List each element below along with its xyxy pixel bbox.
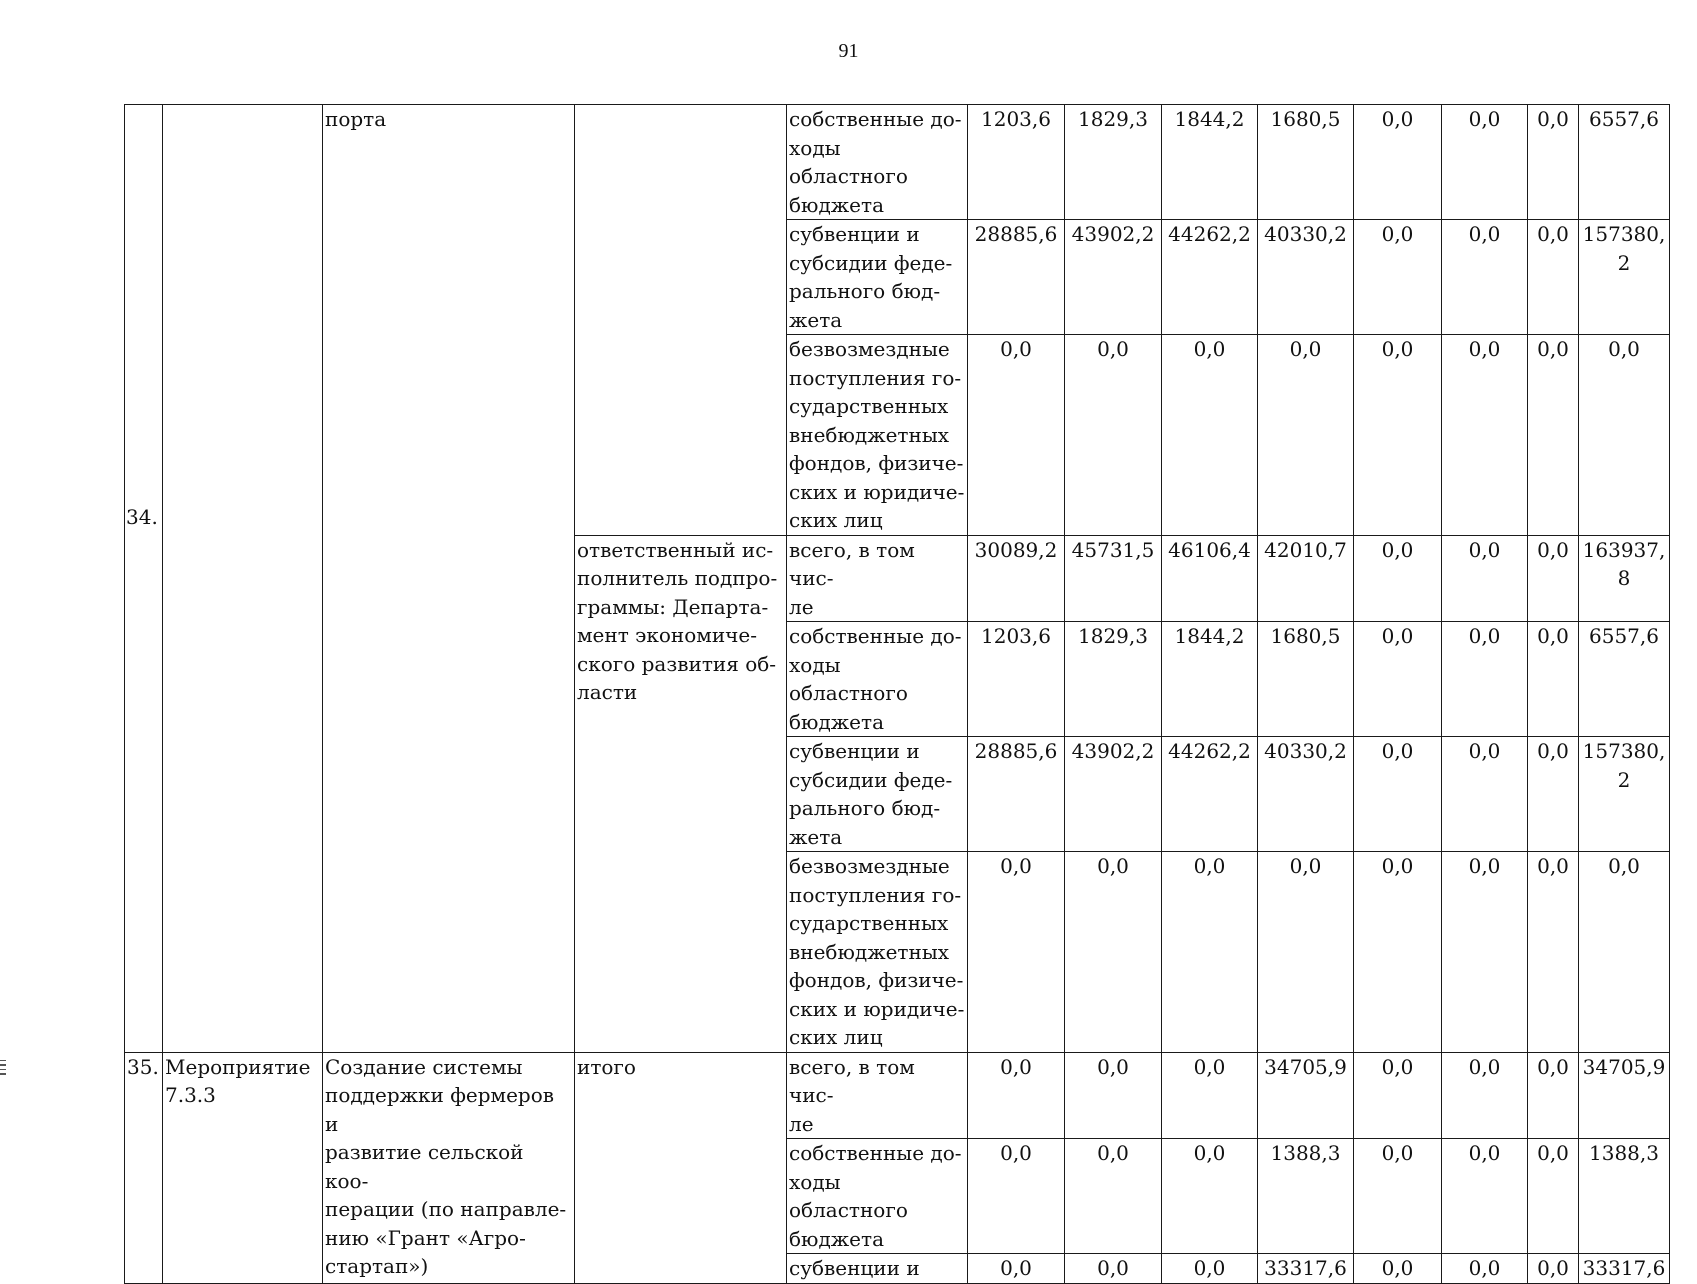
value-cell: 0,0	[1442, 852, 1528, 1053]
scan-mark	[0, 1069, 6, 1070]
value-cell: 0,0	[968, 335, 1065, 536]
value-cell: 0,0	[1354, 1052, 1442, 1139]
value-cell: 0,0	[1354, 335, 1442, 536]
value-cell: 45731,5	[1065, 535, 1162, 622]
value-cell: 0,0	[1354, 1254, 1442, 1284]
value-cell: 0,0	[968, 852, 1065, 1053]
measure-name-cell: порта	[323, 105, 575, 1053]
value-cell: 0,0	[1065, 852, 1162, 1053]
value-cell: 0,0	[1528, 535, 1579, 622]
value-cell: 0,0	[1442, 220, 1528, 335]
value-cell: 44262,2	[1162, 220, 1258, 335]
page-number: 91	[838, 40, 859, 62]
value-cell: 43902,2	[1065, 737, 1162, 852]
value-cell: 0,0	[1162, 1052, 1258, 1139]
value-cell: 0,0	[1354, 220, 1442, 335]
value-cell: 0,0	[1528, 852, 1579, 1053]
scan-mark	[0, 1064, 6, 1065]
value-cell: 0,0	[1442, 622, 1528, 737]
value-cell: 34705,9	[1258, 1052, 1354, 1139]
value-cell: 1844,2	[1162, 105, 1258, 220]
value-cell: 0,0	[968, 1139, 1065, 1254]
value-cell: 0,0	[1258, 852, 1354, 1053]
value-cell: 0,0	[1442, 1254, 1528, 1284]
value-cell: 1203,6	[968, 105, 1065, 220]
value-cell: 33317,6	[1258, 1254, 1354, 1284]
value-cell: 1829,3	[1065, 622, 1162, 737]
funding-source-cell: собственные до- ходы областного бюджета	[787, 105, 968, 220]
value-cell: 0,0	[1442, 335, 1528, 536]
table-row	[125, 1052, 1670, 1139]
value-cell: 0,0	[1528, 1139, 1579, 1254]
row-number-label: 34.	[126, 505, 158, 529]
value-cell: 0,0	[1528, 1052, 1579, 1139]
value-cell: 0,0	[1442, 1052, 1528, 1139]
value-cell: 0,0	[968, 1052, 1065, 1139]
value-cell: 0,0	[1065, 1052, 1162, 1139]
value-cell: 0,0	[1442, 737, 1528, 852]
value-cell: 0,0	[968, 1254, 1065, 1284]
value-cell: 1680,5	[1258, 622, 1354, 737]
value-cell: 0,0	[1354, 535, 1442, 622]
measure-cell: Мероприятие 7.3.3	[163, 1052, 323, 1283]
scan-mark	[0, 1060, 6, 1061]
value-cell: 0,0	[1528, 220, 1579, 335]
value-cell: 0,0	[1065, 335, 1162, 536]
executor-cell: ответственный ис- полнитель подпро- граммы: Департа- мент экономиче- ского развития об- ласти	[575, 535, 787, 1052]
executor-cell	[575, 105, 787, 536]
value-cell: 0,0	[1354, 737, 1442, 852]
value-cell: 28885,6	[968, 737, 1065, 852]
value-cell: 43902,2	[1065, 220, 1162, 335]
funding-source-cell: безвозмездные поступления го- сударственных внебюджетных фондов, физиче- ских и юридиче- ских лиц	[787, 335, 968, 536]
value-cell: 0,0	[1354, 105, 1442, 220]
value-cell: 0,0	[1442, 105, 1528, 220]
value-cell: 0,0	[1528, 105, 1579, 220]
value-cell: 0,0	[1528, 737, 1579, 852]
row-number-cell: 35.	[125, 1052, 163, 1283]
value-cell: 40330,2	[1258, 737, 1354, 852]
value-cell: 0,0	[1442, 1139, 1528, 1254]
value-cell: 1388,3	[1258, 1139, 1354, 1254]
value-cell: 6557,6	[1579, 105, 1670, 220]
scan-edge-marks	[0, 1060, 10, 1078]
funding-source-cell: всего, в том чис- ле	[787, 535, 968, 622]
funding-source-cell: всего, в том чис- ле	[787, 1052, 968, 1139]
value-cell: 0,0	[1354, 1139, 1442, 1254]
value-cell: 0,0	[1579, 335, 1670, 536]
value-cell: 0,0	[1442, 535, 1528, 622]
value-cell: 0,0	[1579, 852, 1670, 1053]
funding-source-cell: субвенции и субсидии феде- рального бюд- жета	[787, 220, 968, 335]
value-cell: 34705,9	[1579, 1052, 1670, 1139]
value-cell: 0,0	[1065, 1139, 1162, 1254]
funding-source-cell: безвозмездные поступления го- сударственных внебюджетных фондов, физиче- ских и юридиче- ских лиц	[787, 852, 968, 1053]
value-cell: 0,0	[1162, 852, 1258, 1053]
value-cell: 6557,6	[1579, 622, 1670, 737]
value-cell: 0,0	[1528, 622, 1579, 737]
value-cell: 1844,2	[1162, 622, 1258, 737]
scan-mark	[0, 1073, 6, 1074]
value-cell: 42010,7	[1258, 535, 1354, 622]
value-cell: 30089,2	[968, 535, 1065, 622]
value-cell: 0,0	[1354, 622, 1442, 737]
funding-source-cell: субвенции и субсидии феде- рального бюд- жета	[787, 737, 968, 852]
value-cell: 0,0	[1162, 1139, 1258, 1254]
measure-cell	[163, 105, 323, 1053]
value-cell: 1680,5	[1258, 105, 1354, 220]
value-cell: 1829,3	[1065, 105, 1162, 220]
value-cell: 157380,2	[1579, 737, 1670, 852]
value-cell: 28885,6	[968, 220, 1065, 335]
value-cell: 0,0	[1065, 1254, 1162, 1284]
value-cell: 0,0	[1354, 852, 1442, 1053]
value-cell: 44262,2	[1162, 737, 1258, 852]
value-cell: 1203,6	[968, 622, 1065, 737]
value-cell: 1388,3	[1579, 1139, 1670, 1254]
funding-source-cell: собственные до- ходы областного бюджета	[787, 622, 968, 737]
measure-name-cell: Создание системы поддержки фермеров и развитие сельской коо- перации (по направле- нию «Грант «Агро- стартап»)	[323, 1052, 575, 1283]
value-cell: 0,0	[1528, 335, 1579, 536]
table-body	[125, 105, 1670, 1284]
value-cell: 40330,2	[1258, 220, 1354, 335]
value-cell: 0,0	[1528, 1254, 1579, 1284]
value-cell: 0,0	[1162, 335, 1258, 536]
value-cell: 46106,4	[1162, 535, 1258, 622]
value-cell: 157380,2	[1579, 220, 1670, 335]
table-row	[125, 105, 1670, 220]
value-cell: 0,0	[1258, 335, 1354, 536]
budget-table	[124, 104, 1670, 1284]
executor-cell: итого	[575, 1052, 787, 1283]
value-cell: 163937,8	[1579, 535, 1670, 622]
funding-source-cell: собственные до- ходы областного бюджета	[787, 1139, 968, 1254]
funding-source-cell: субвенции и	[787, 1254, 968, 1284]
value-cell: 33317,6	[1579, 1254, 1670, 1284]
row-number-cell	[125, 105, 163, 1053]
value-cell: 0,0	[1162, 1254, 1258, 1284]
